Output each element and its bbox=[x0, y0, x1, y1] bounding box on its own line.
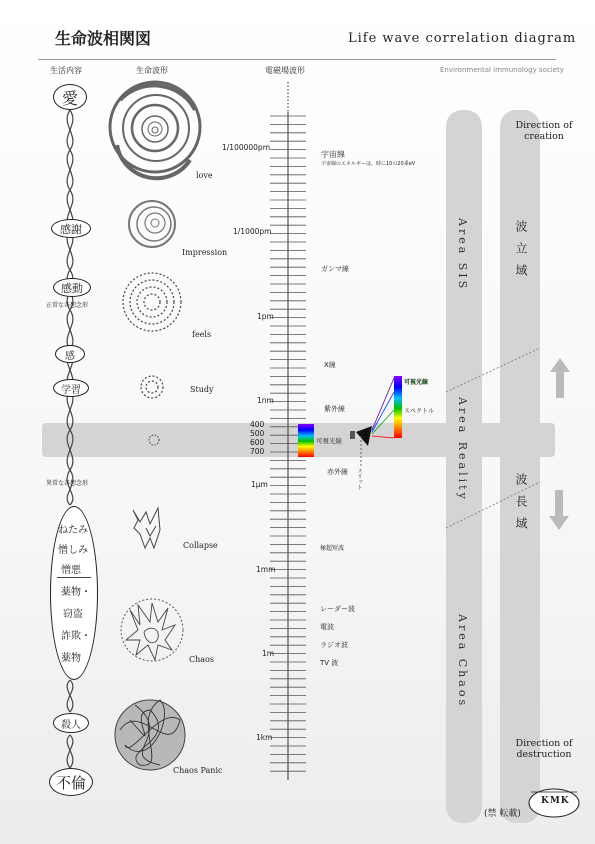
society-label: Environmental immunology society bbox=[440, 66, 564, 74]
scale-label-500: 500 bbox=[250, 429, 265, 438]
direction-destruction: Direction of destruction bbox=[515, 738, 573, 760]
oval-kando bbox=[53, 278, 91, 297]
love-wave-icon bbox=[110, 82, 200, 178]
hatsu-label: 波立域 bbox=[514, 220, 528, 286]
oval-kansha bbox=[51, 219, 91, 238]
feels-wave-icon bbox=[123, 273, 181, 331]
scale-label-400: 400 bbox=[250, 420, 265, 429]
scale-label-600: 600 bbox=[250, 438, 265, 447]
visible-spectrum-bar bbox=[298, 424, 314, 457]
study-wave-icon bbox=[141, 376, 163, 398]
area-sis-label: Area SIS bbox=[456, 218, 469, 292]
oval-furin bbox=[49, 768, 93, 796]
scale-label-700: 700 bbox=[250, 447, 265, 456]
chaos-panic-wave-icon bbox=[115, 700, 185, 770]
wave-label-love: love bbox=[196, 171, 213, 180]
prism-icon bbox=[350, 426, 372, 466]
wave-label-feels: feels bbox=[192, 330, 212, 339]
wave-label-impression: Impression bbox=[182, 248, 228, 257]
em-slit: スリット bbox=[356, 468, 362, 490]
visible-spectrum-small bbox=[394, 376, 402, 438]
oval-negative bbox=[50, 506, 98, 680]
wave-label-chaos: Chaos bbox=[189, 655, 214, 664]
life-ai: 愛 bbox=[61, 88, 78, 108]
abnormal-note: 異常な各想念形 bbox=[46, 480, 89, 487]
scale-label-4: 1nm bbox=[257, 396, 274, 405]
up-arrow-icon bbox=[550, 358, 570, 398]
scale-label-2: 1/1000pm bbox=[233, 227, 272, 236]
life-neg-1: ねたみ bbox=[58, 525, 88, 536]
footer-note: (禁 転載) bbox=[484, 809, 521, 819]
title-en: Life wave correlation diagram bbox=[348, 31, 577, 46]
impression-wave-icon bbox=[129, 201, 175, 247]
em-cosmic-note: 宇宙線のエネルギーは、時に10の20乗eV bbox=[321, 161, 416, 167]
area-reality-label: Area Reality bbox=[456, 397, 469, 502]
em-radio2: ラジオ波 bbox=[320, 641, 348, 649]
neg-divider bbox=[57, 577, 91, 578]
cho-label: 波長域 bbox=[514, 473, 528, 539]
prism-rays bbox=[372, 378, 394, 438]
em-gamma: ガンマ線 bbox=[321, 265, 349, 273]
em-uv: 紫外線 bbox=[324, 405, 345, 413]
em-radar: レーダー波 bbox=[320, 605, 355, 613]
em-cosmic: 宇宙線 bbox=[321, 150, 345, 159]
wave-label-study: Study bbox=[190, 385, 214, 394]
life-neg-7: 薬物 bbox=[61, 653, 81, 664]
scale-label-8: 1km bbox=[256, 733, 273, 742]
col-life-header: 生活内容 bbox=[50, 66, 82, 75]
life-neg-2: 憎しみ bbox=[58, 545, 88, 556]
life-neg-6: 詐欺・ bbox=[61, 631, 91, 642]
chaos-wave-icon bbox=[121, 599, 183, 661]
life-kansha: 感謝 bbox=[60, 222, 82, 236]
scale-label-7: 1m bbox=[262, 649, 275, 658]
scale-label-5: 1μm bbox=[251, 480, 268, 489]
oval-gakushu bbox=[53, 379, 89, 397]
em-radio1: 電波 bbox=[320, 623, 334, 631]
collapse-wave-icon bbox=[133, 508, 160, 548]
wave-label-chaos-panic: Chaos Panic bbox=[173, 766, 223, 775]
col-wave-header: 生命波形 bbox=[136, 66, 168, 75]
reality-wave-icon bbox=[149, 435, 159, 445]
footer-logo-text: KMK bbox=[541, 796, 570, 806]
em-tv: TV 波 bbox=[320, 659, 339, 667]
em-visible-top: 可視光線 bbox=[404, 379, 429, 386]
oval-satsujin bbox=[53, 713, 89, 733]
em-visible: 可視光線 bbox=[316, 437, 342, 445]
scale-label-3: 1pm bbox=[257, 312, 274, 321]
life-gakushu: 学習 bbox=[61, 384, 81, 396]
life-furin: 不倫 bbox=[55, 773, 86, 792]
em-ir: 赤外線 bbox=[327, 468, 348, 476]
col-em-header: 電磁場波形 bbox=[265, 66, 305, 75]
em-spectrum: スペクトル bbox=[404, 408, 435, 415]
life-neg-5: 窃盗 bbox=[63, 609, 83, 620]
sis-reality-divider bbox=[446, 348, 540, 392]
life-neg-3: 憎悪 bbox=[61, 565, 81, 576]
wave-label-collapse: Collapse bbox=[183, 541, 218, 550]
life-satsujin: 殺人 bbox=[61, 719, 81, 731]
em-xray: X線 bbox=[324, 361, 336, 369]
life-kan: 感 bbox=[65, 350, 75, 362]
em-far-ir: 極超短波 bbox=[320, 545, 345, 552]
down-arrow-icon bbox=[549, 490, 569, 530]
oval-kan bbox=[55, 345, 85, 363]
life-kando: 感動 bbox=[61, 281, 83, 295]
life-neg-4: 薬物・ bbox=[61, 587, 91, 598]
area-chaos-label: Area Chaos bbox=[456, 614, 469, 709]
scale-label-6: 1mm bbox=[256, 565, 276, 574]
normal-note: 正常な各想念形 bbox=[46, 302, 89, 309]
oval-ai bbox=[53, 84, 87, 110]
scale-label-1: 1/100000pm bbox=[222, 143, 270, 152]
title-jp: 生命波相関図 bbox=[55, 29, 152, 48]
direction-creation: Direction of creation bbox=[515, 120, 573, 142]
